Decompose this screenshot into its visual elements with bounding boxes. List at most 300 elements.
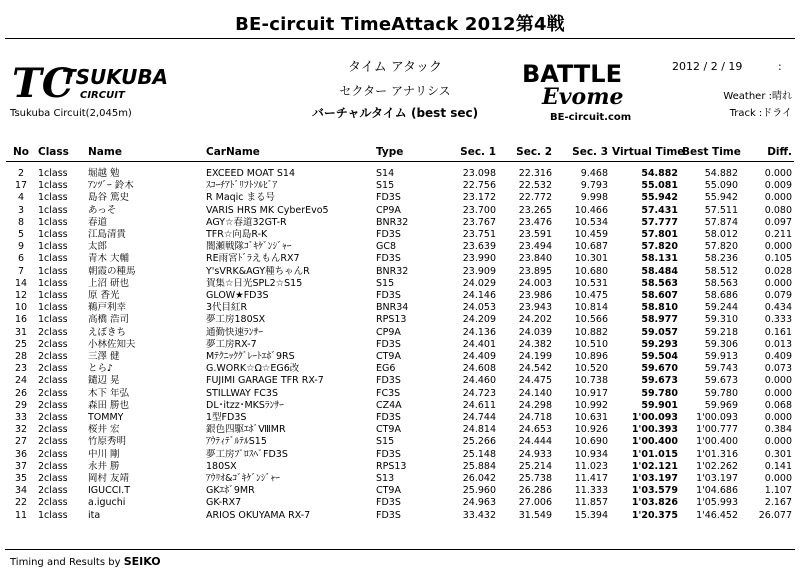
cell-best-time: 59.310 bbox=[704, 314, 738, 326]
cell-sec2: 24.933 bbox=[518, 448, 552, 460]
subtitle-sector-analysis: セクター アナリシス bbox=[339, 84, 451, 98]
cell-sec2: 23.895 bbox=[518, 265, 552, 277]
cell-virtual-time: 54.882 bbox=[641, 168, 678, 179]
cell-no: 27 bbox=[14, 436, 28, 448]
col-header-sec1: Sec. 1 bbox=[460, 146, 496, 158]
cell-sec1: 26.042 bbox=[462, 473, 496, 485]
cell-best-time: 1'00.093 bbox=[696, 412, 738, 424]
cell-diff: 0.105 bbox=[764, 253, 792, 265]
table-row bbox=[6, 461, 794, 473]
col-header-sec2: Sec. 2 bbox=[516, 146, 552, 158]
cell-driver-name: 島谷 篤史 bbox=[88, 192, 130, 204]
cell-car-type: BNR32 bbox=[376, 265, 409, 277]
cell-no: 35 bbox=[14, 473, 28, 485]
battle-evome-logo bbox=[520, 58, 655, 123]
cell-virtual-time: 1'00.393 bbox=[631, 424, 678, 436]
cell-sec3: 15.394 bbox=[574, 509, 608, 521]
cell-class: 1class bbox=[38, 302, 68, 314]
table-row bbox=[6, 473, 794, 485]
cell-sec3: 10.926 bbox=[574, 424, 608, 436]
cell-sec2: 23.986 bbox=[518, 290, 552, 302]
cell-car-name: 夢工房ﾌﾟﾛｽﾍﾟFD3S bbox=[206, 448, 288, 460]
cell-sec2: 25.214 bbox=[518, 460, 552, 472]
results-table bbox=[6, 146, 794, 522]
cell-sec3: 10.992 bbox=[574, 399, 608, 411]
cell-no: 6 bbox=[17, 253, 25, 265]
cell-sec1: 24.460 bbox=[462, 375, 496, 387]
cell-driver-name: 鑓辺 晃 bbox=[88, 375, 120, 387]
cell-diff: 0.434 bbox=[764, 302, 792, 314]
cell-sec2: 24.382 bbox=[518, 338, 552, 350]
cell-driver-name: あっそ bbox=[88, 204, 117, 216]
cell-driver-name: 小林佐知夫 bbox=[88, 338, 136, 350]
cell-sec2: 25.738 bbox=[518, 473, 552, 485]
cell-sec3: 10.459 bbox=[574, 229, 608, 241]
cell-car-type: S15 bbox=[376, 277, 395, 289]
cell-sec3: 10.301 bbox=[574, 253, 608, 265]
cell-sec1: 24.053 bbox=[462, 302, 496, 314]
cell-driver-name: 竹原秀明 bbox=[88, 436, 127, 448]
table-row bbox=[6, 253, 794, 265]
footer bbox=[10, 555, 161, 568]
cell-sec1: 23.098 bbox=[462, 168, 496, 179]
cell-car-type: FD3S bbox=[376, 497, 401, 509]
cell-sec1: 25.960 bbox=[462, 485, 496, 497]
cell-car-name: Mﾃｸﾆｯｸｸﾞﾚｰﾄｴﾎﾞ9RS bbox=[206, 351, 295, 363]
table-row bbox=[6, 278, 794, 290]
cell-diff: 0.068 bbox=[764, 399, 792, 411]
seiko-logo: SEIKO bbox=[123, 555, 161, 568]
cell-diff: 0.000 bbox=[764, 387, 792, 399]
cell-no: 33 bbox=[14, 412, 28, 424]
cell-diff: 0.000 bbox=[764, 192, 792, 204]
cell-best-time: 57.511 bbox=[704, 204, 738, 216]
cell-class: 1class bbox=[38, 290, 68, 302]
cell-no: 34 bbox=[14, 485, 28, 497]
cell-car-name: VARIS HRS MK CyberEvo5 bbox=[206, 204, 329, 216]
subtitle-virtual-time: バーチャルタイム (best sec) bbox=[311, 106, 479, 120]
cell-sec3: 10.510 bbox=[574, 338, 608, 350]
cell-no: 29 bbox=[14, 399, 28, 411]
cell-best-time: 1'04.686 bbox=[696, 485, 738, 497]
cell-best-time: 58.236 bbox=[704, 253, 738, 265]
cell-virtual-time: 55.942 bbox=[641, 192, 678, 204]
cell-sec1: 22.756 bbox=[462, 180, 496, 192]
cell-sec1: 24.401 bbox=[462, 338, 496, 350]
cell-sec1: 24.608 bbox=[462, 363, 496, 375]
cell-sec2: 24.718 bbox=[518, 412, 552, 424]
cell-diff: 0.073 bbox=[764, 363, 792, 375]
cell-sec2: 24.039 bbox=[518, 326, 552, 338]
footer-text: Timing and Results by bbox=[10, 557, 121, 568]
circuit-caption: Tsukuba Circuit(2,045m) bbox=[10, 108, 132, 119]
cell-virtual-time: 1'02.121 bbox=[631, 460, 678, 472]
cell-car-name: AGY☆春道32GT-R bbox=[206, 216, 287, 228]
cell-sec3: 10.687 bbox=[574, 241, 608, 253]
cell-no: 25 bbox=[14, 338, 28, 350]
cell-car-name: 夢工房RX-7 bbox=[206, 338, 257, 350]
cell-diff: 0.301 bbox=[764, 448, 792, 460]
cell-sec2: 23.591 bbox=[518, 229, 552, 241]
cell-sec1: 24.963 bbox=[462, 497, 496, 509]
cell-virtual-time: 58.131 bbox=[641, 253, 678, 265]
cell-no: 14 bbox=[14, 277, 28, 289]
cell-sec1: 23.990 bbox=[462, 253, 496, 265]
cell-sec3: 11.023 bbox=[574, 460, 608, 472]
cell-sec3: 10.896 bbox=[574, 351, 608, 363]
col-header-type: Type bbox=[376, 146, 404, 158]
cell-car-type: S15 bbox=[376, 180, 395, 192]
subtitle-time-attack: タイム アタック bbox=[348, 60, 442, 75]
cell-driver-name: とら♪ bbox=[88, 363, 114, 375]
cell-car-type: FD3S bbox=[376, 448, 401, 460]
event-date: 2012 / 2 / 19 bbox=[672, 60, 743, 73]
cell-sec3: 10.738 bbox=[574, 375, 608, 387]
cell-car-type: BNR32 bbox=[376, 216, 409, 228]
battle-logo-line1: BATTLE bbox=[522, 60, 622, 88]
cell-sec1: 25.148 bbox=[462, 448, 496, 460]
cell-car-type: EG6 bbox=[376, 363, 396, 375]
table-row bbox=[6, 314, 794, 326]
cell-sec3: 10.934 bbox=[574, 448, 608, 460]
cell-sec1: 23.172 bbox=[462, 192, 496, 204]
cell-driver-name: TOMMY bbox=[88, 412, 124, 424]
cell-diff: 0.079 bbox=[764, 290, 792, 302]
cell-virtual-time: 59.670 bbox=[641, 363, 678, 375]
cell-sec1: 24.209 bbox=[462, 314, 496, 326]
cell-driver-name: えぼきち bbox=[88, 326, 127, 338]
cell-driver-name: 森田 勝也 bbox=[88, 399, 130, 411]
cell-sec1: 24.409 bbox=[462, 351, 496, 363]
cell-sec3: 9.998 bbox=[580, 192, 608, 204]
table-row bbox=[6, 485, 794, 497]
cell-class: 1class bbox=[38, 509, 68, 521]
cell-car-name: FUJIMI GARAGE TFR RX-7 bbox=[206, 375, 324, 387]
cell-driver-name: 原 香光 bbox=[88, 290, 120, 302]
cell-class: 2class bbox=[38, 412, 68, 424]
cell-no: 37 bbox=[14, 460, 28, 472]
cell-sec3: 10.534 bbox=[574, 216, 608, 228]
cell-virtual-time: 59.504 bbox=[641, 351, 678, 363]
cell-sec2: 24.298 bbox=[518, 399, 552, 411]
cell-sec1: 23.700 bbox=[462, 204, 496, 216]
logo-tc-mark: TC bbox=[12, 60, 74, 102]
page-title: BE-circuit TimeAttack 2012第4戦 bbox=[235, 14, 565, 35]
cell-sec2: 24.140 bbox=[518, 387, 552, 399]
cell-car-type: FC3S bbox=[376, 387, 401, 399]
cell-driver-name: 朝霞の種馬 bbox=[88, 265, 136, 277]
cell-class: 2class bbox=[38, 375, 68, 387]
cell-car-type: FD3S bbox=[376, 375, 401, 387]
cell-class: 2class bbox=[38, 338, 68, 350]
cell-driver-name: 岡村 友靖 bbox=[88, 473, 130, 485]
table-row bbox=[6, 351, 794, 363]
col-header-sec3: Sec. 3 bbox=[572, 146, 608, 158]
cell-diff: 0.211 bbox=[764, 229, 792, 241]
cell-virtual-time: 59.293 bbox=[641, 338, 678, 350]
cell-no: 17 bbox=[14, 180, 28, 192]
cell-no: 9 bbox=[17, 241, 25, 253]
cell-virtual-time: 59.673 bbox=[641, 375, 678, 387]
results-body bbox=[6, 162, 794, 522]
cell-virtual-time: 1'20.375 bbox=[631, 509, 678, 521]
cell-class: 1class bbox=[38, 180, 68, 192]
cell-car-name: Y'sVRK&AGY種ちゃんR bbox=[206, 265, 310, 277]
cell-no: 24 bbox=[14, 375, 28, 387]
table-row bbox=[6, 363, 794, 375]
cell-car-name: ｱｳﾃｨﾃﾞﾙﾃﾙS15 bbox=[206, 436, 267, 448]
cell-sec2: 31.549 bbox=[518, 509, 552, 521]
cell-car-type: S15 bbox=[376, 436, 395, 448]
cell-car-name: 夢工房180SX bbox=[206, 314, 266, 326]
table-row bbox=[6, 180, 794, 192]
cell-best-time: 54.882 bbox=[704, 168, 738, 179]
table-row bbox=[6, 497, 794, 509]
cell-car-name: GK-RX7 bbox=[206, 497, 242, 509]
cell-class: 1class bbox=[38, 253, 68, 265]
cell-no: 3 bbox=[17, 204, 25, 216]
cell-car-name: DL･itzz･MKSﾗﾝｻｰ bbox=[206, 399, 284, 411]
cell-sec2: 24.444 bbox=[518, 436, 552, 448]
cell-car-name: TFR☆向島R-K bbox=[206, 229, 268, 241]
cell-car-name: R Maqic まる号 bbox=[206, 192, 276, 204]
cell-virtual-time: 1'01.015 bbox=[631, 448, 678, 460]
cell-car-name: ｱｳﾘｵ&ｺﾞｷｹﾞﾝｼﾞｬｰ bbox=[206, 473, 280, 485]
cell-virtual-time: 57.820 bbox=[641, 241, 678, 253]
title-divider bbox=[5, 38, 795, 39]
cell-driver-name: 太郎 bbox=[88, 241, 108, 253]
cell-class: 1class bbox=[38, 241, 68, 253]
cell-sec1: 23.751 bbox=[462, 229, 496, 241]
cell-class: 2class bbox=[38, 460, 68, 472]
cell-car-name: ｽｺｰﾁｱﾄﾞﾘﾌﾄｿﾙﾋﾞｱ bbox=[206, 180, 278, 192]
cell-car-name: GKｴﾎﾞ9MR bbox=[206, 485, 255, 497]
cell-car-type: RPS13 bbox=[376, 314, 407, 326]
cell-driver-name: 青木 大輔 bbox=[88, 253, 130, 265]
cell-best-time: 1'01.316 bbox=[696, 448, 738, 460]
cell-sec3: 10.466 bbox=[574, 204, 608, 216]
cell-sec2: 27.006 bbox=[518, 497, 552, 509]
cell-sec1: 23.767 bbox=[462, 216, 496, 228]
cell-no: 16 bbox=[14, 314, 28, 326]
cell-sec1: 25.884 bbox=[462, 460, 496, 472]
track-status: Track :ドライ bbox=[729, 108, 792, 119]
cell-car-name: 通勤快速ﾗﾝｻｰ bbox=[206, 326, 264, 338]
cell-car-name: 1型FD3S bbox=[206, 412, 247, 424]
cell-sec1: 24.611 bbox=[462, 399, 496, 411]
cell-diff: 0.161 bbox=[764, 326, 792, 338]
table-row bbox=[6, 192, 794, 204]
cell-car-type: FD3S bbox=[376, 192, 401, 204]
cell-sec2: 24.202 bbox=[518, 314, 552, 326]
cell-car-type: GC8 bbox=[376, 241, 397, 253]
cell-driver-name: ita bbox=[88, 509, 101, 521]
cell-diff: 0.333 bbox=[764, 314, 792, 326]
cell-driver-name: 三澤 健 bbox=[88, 351, 120, 363]
cell-class: 1class bbox=[38, 168, 68, 179]
table-header-row bbox=[6, 146, 794, 162]
cell-car-name: G.WORK☆Ω☆EG6改 bbox=[206, 363, 300, 375]
cell-class: 2class bbox=[38, 351, 68, 363]
cell-diff: 0.000 bbox=[764, 473, 792, 485]
cell-virtual-time: 57.801 bbox=[641, 229, 678, 241]
cell-car-name: 銀色四駆ｴﾎﾞⅧMR bbox=[206, 424, 286, 436]
cell-sec3: 9.793 bbox=[580, 180, 608, 192]
cell-class: 1class bbox=[38, 229, 68, 241]
cell-car-type: BNR34 bbox=[376, 302, 409, 314]
cell-sec3: 10.520 bbox=[574, 363, 608, 375]
cell-best-time: 58.512 bbox=[704, 265, 738, 277]
cell-virtual-time: 58.563 bbox=[641, 277, 678, 289]
tsukuba-circuit-logo bbox=[10, 60, 195, 102]
cell-sec2: 24.542 bbox=[518, 363, 552, 375]
table-row bbox=[6, 205, 794, 217]
cell-diff: 0.384 bbox=[764, 424, 792, 436]
cell-best-time: 59.306 bbox=[704, 338, 738, 350]
cell-best-time: 59.244 bbox=[704, 302, 738, 314]
cell-diff: 0.009 bbox=[764, 180, 792, 192]
cell-sec3: 11.857 bbox=[574, 497, 608, 509]
cell-car-type: FD3S bbox=[376, 229, 401, 241]
cell-sec3: 10.917 bbox=[574, 387, 608, 399]
cell-class: 2class bbox=[38, 497, 68, 509]
cell-sec3: 10.531 bbox=[574, 277, 608, 289]
cell-car-type: RPS13 bbox=[376, 460, 407, 472]
cell-no: 8 bbox=[17, 216, 25, 228]
cell-sec2: 23.494 bbox=[518, 241, 552, 253]
cell-driver-name: 高橋 浩司 bbox=[88, 314, 130, 326]
cell-sec2: 22.316 bbox=[518, 168, 552, 179]
cell-sec1: 33.432 bbox=[462, 509, 496, 521]
table-row bbox=[6, 229, 794, 241]
cell-virtual-time: 58.977 bbox=[641, 314, 678, 326]
cell-sec1: 24.136 bbox=[462, 326, 496, 338]
cell-class: 2class bbox=[38, 485, 68, 497]
cell-sec1: 23.639 bbox=[462, 241, 496, 253]
table-row bbox=[6, 400, 794, 412]
cell-virtual-time: 59.780 bbox=[641, 387, 678, 399]
cell-car-name: EXCEED MOAT S14 bbox=[206, 168, 296, 179]
cell-virtual-time: 1'03.826 bbox=[631, 497, 678, 509]
cell-sec3: 10.814 bbox=[574, 302, 608, 314]
cell-virtual-time: 1'03.579 bbox=[631, 485, 678, 497]
cell-car-name: STILLWAY FC3S bbox=[206, 387, 278, 399]
cell-driver-name: 永井 勝 bbox=[88, 460, 120, 472]
cell-best-time: 1'00.777 bbox=[696, 424, 738, 436]
cell-sec3: 10.631 bbox=[574, 412, 608, 424]
cell-car-type: FD3S bbox=[376, 338, 401, 350]
cell-sec3: 10.566 bbox=[574, 314, 608, 326]
cell-car-type: CT9A bbox=[376, 485, 401, 497]
cell-sec3: 9.468 bbox=[580, 168, 608, 179]
cell-class: 2class bbox=[38, 387, 68, 399]
cell-class: 2class bbox=[38, 363, 68, 375]
event-time: : bbox=[778, 60, 782, 73]
cell-sec2: 24.475 bbox=[518, 375, 552, 387]
cell-car-name: 闇瀬戦隊ｺﾞｷｹﾞﾝｼﾞｬｰ bbox=[206, 241, 292, 253]
cell-virtual-time: 55.081 bbox=[641, 180, 678, 192]
cell-sec2: 23.840 bbox=[518, 253, 552, 265]
cell-best-time: 1'46.452 bbox=[696, 509, 738, 521]
cell-virtual-time: 1'00.093 bbox=[631, 412, 678, 424]
cell-sec1: 23.909 bbox=[462, 265, 496, 277]
cell-best-time: 57.820 bbox=[704, 241, 738, 253]
cell-car-name: 賀集☆日光SPL2☆S15 bbox=[206, 277, 303, 289]
cell-sec2: 23.476 bbox=[518, 216, 552, 228]
cell-car-name: RE雨宮ﾄﾞﾗえもんRX7 bbox=[206, 253, 300, 265]
cell-virtual-time: 57.431 bbox=[641, 204, 678, 216]
cell-sec2: 22.772 bbox=[518, 192, 552, 204]
cell-diff: 0.000 bbox=[764, 412, 792, 424]
cell-sec3: 11.417 bbox=[574, 473, 608, 485]
table-row bbox=[6, 388, 794, 400]
cell-class: 1class bbox=[38, 204, 68, 216]
col-header-name: Name bbox=[88, 146, 122, 158]
cell-sec1: 24.744 bbox=[462, 412, 496, 424]
cell-diff: 0.000 bbox=[764, 436, 792, 448]
cell-class: 2class bbox=[38, 399, 68, 411]
cell-class: 2class bbox=[38, 424, 68, 436]
cell-car-name: 3代目紅R bbox=[206, 302, 248, 314]
table-row bbox=[6, 449, 794, 461]
cell-no: 4 bbox=[17, 192, 25, 204]
cell-driver-name: ｱﾝﾂﾞｰ 鈴木 bbox=[88, 180, 134, 192]
cell-class: 2class bbox=[38, 326, 68, 338]
cell-class: 2class bbox=[38, 448, 68, 460]
cell-sec3: 10.475 bbox=[574, 290, 608, 302]
cell-no: 23 bbox=[14, 363, 28, 375]
cell-no: 10 bbox=[14, 302, 28, 314]
cell-sec2: 23.943 bbox=[518, 302, 552, 314]
cell-driver-name: 木下 年弘 bbox=[88, 387, 130, 399]
table-row bbox=[6, 412, 794, 424]
cell-car-type: CT9A bbox=[376, 424, 401, 436]
cell-no: 26 bbox=[14, 387, 28, 399]
cell-best-time: 59.969 bbox=[704, 399, 738, 411]
cell-sec2: 24.003 bbox=[518, 277, 552, 289]
table-row bbox=[6, 436, 794, 448]
cell-best-time: 55.090 bbox=[704, 180, 738, 192]
cell-car-type: FD3S bbox=[376, 290, 401, 302]
table-row bbox=[6, 339, 794, 351]
cell-car-type: CT9A bbox=[376, 351, 401, 363]
cell-driver-name: 上沼 研也 bbox=[88, 277, 130, 289]
cell-best-time: 58.686 bbox=[704, 290, 738, 302]
cell-sec1: 24.029 bbox=[462, 277, 496, 289]
cell-best-time: 59.913 bbox=[704, 351, 738, 363]
cell-diff: 0.000 bbox=[764, 277, 792, 289]
cell-sec2: 26.286 bbox=[518, 485, 552, 497]
cell-best-time: 1'05.993 bbox=[696, 497, 738, 509]
col-header-diff: Diff. bbox=[767, 146, 792, 158]
cell-diff: 2.167 bbox=[764, 497, 792, 509]
cell-best-time: 59.743 bbox=[704, 363, 738, 375]
cell-best-time: 55.942 bbox=[704, 192, 738, 204]
cell-car-type: CZ4A bbox=[376, 399, 402, 411]
cell-driver-name: 中川 剛 bbox=[88, 448, 120, 460]
battle-logo-line2: Evome bbox=[542, 84, 624, 110]
cell-virtual-time: 58.810 bbox=[641, 302, 678, 314]
weather-status: Weather :晴れ bbox=[723, 91, 792, 102]
cell-class: 1class bbox=[38, 265, 68, 277]
cell-sec1: 25.266 bbox=[462, 436, 496, 448]
cell-car-type: S13 bbox=[376, 473, 395, 485]
cell-class: 2class bbox=[38, 436, 68, 448]
cell-sec3: 10.882 bbox=[574, 326, 608, 338]
cell-no: 32 bbox=[14, 424, 28, 436]
col-header-no: No bbox=[12, 146, 29, 158]
table-row bbox=[6, 424, 794, 436]
